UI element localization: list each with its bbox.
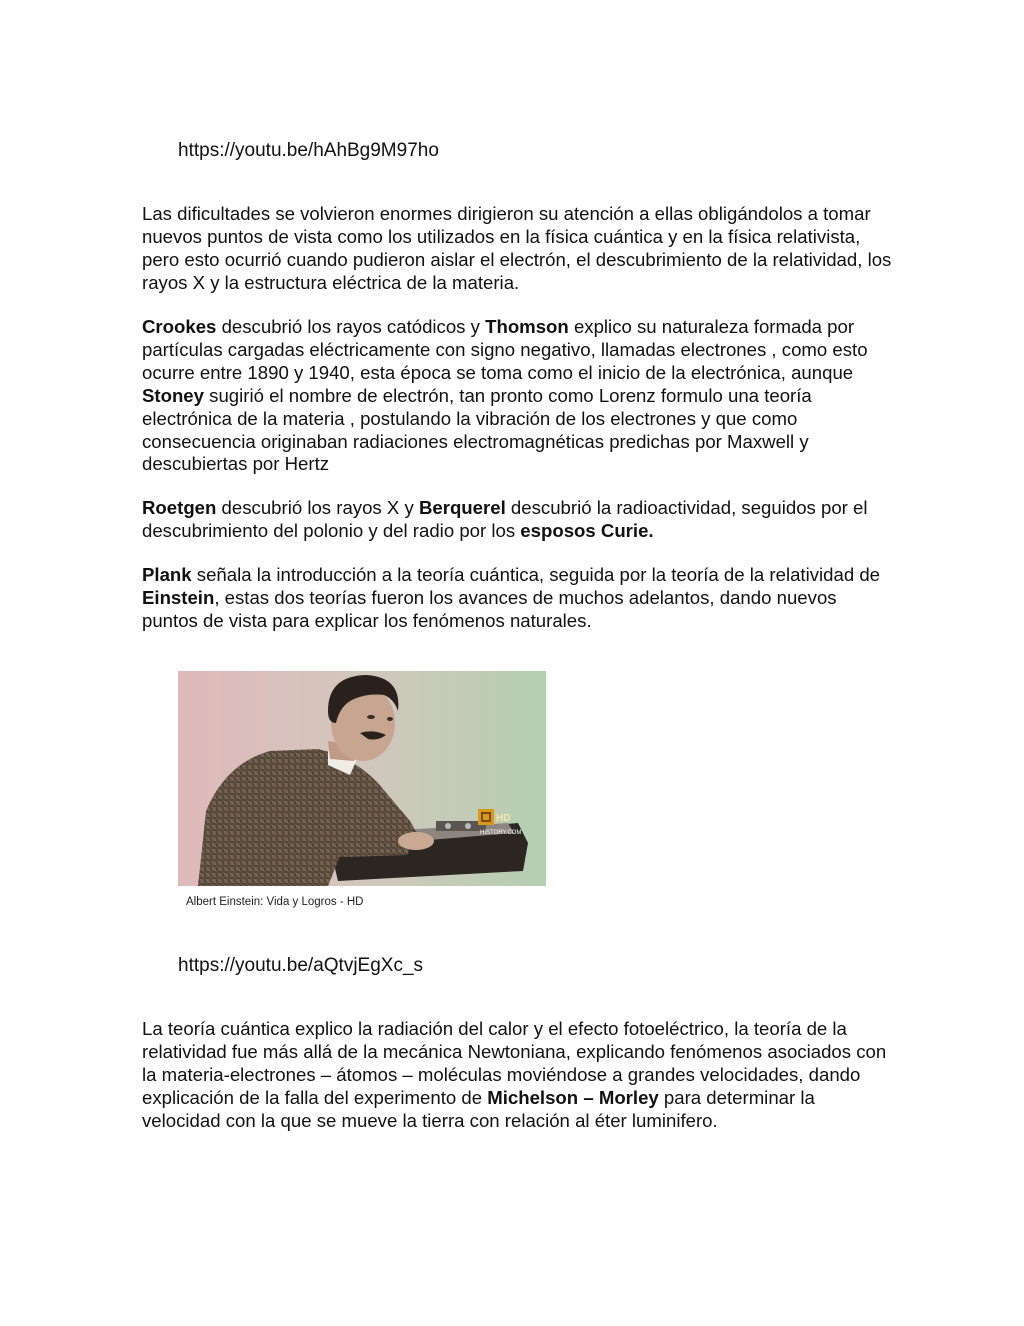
name-curie: esposos Curie. <box>520 519 654 541</box>
name-plank: Plank <box>142 564 192 585</box>
logo-text: HISTORY.COM <box>480 830 522 836</box>
einstein-photo <box>178 671 546 886</box>
video-thumbnail[interactable] <box>178 671 546 886</box>
text-segment: para determinar la velocidad con la que se mueve la tierra con relación al éter luminifero. <box>142 1086 815 1131</box>
text-segment: La teoría cuántica explico la radiación del calor y el efecto fotoeléctrico, la teoría de la relatividad fue más allá de la mecánica Newtoniana, explicando fenómenos asociados con la materia-electrones – átomos – moléculas moviéndose a grandes velocidades, dando explicación de la falla del experimento de <box>142 1018 887 1108</box>
name-einstein: Einstein <box>142 586 215 608</box>
logo-badge: HD <box>496 813 511 824</box>
video-caption: Albert Einstein: Vida y Logros - HD <box>186 896 364 908</box>
name-berquerel: Berquerel <box>418 497 506 518</box>
text-segment: , estas dos teorías fueron los avances de muchos adelantos, dando nuevos puntos de vista para explicar los fenómenos naturales. <box>142 586 837 631</box>
text-segment: descubrió los rayos X y <box>216 497 419 518</box>
name-michelson-morley: Michelson – Morley <box>487 1086 659 1108</box>
paragraph-crookes-thomson <box>142 316 892 476</box>
name-stoney: Stoney <box>142 384 204 406</box>
name-thomson: Thomson <box>485 316 569 337</box>
paragraph-roetgen-berquerel <box>142 497 892 543</box>
name-roetgen: Roetgen <box>142 497 217 518</box>
paragraph-intro: Las dificultades se volvieron enormes dirigieron su atención a ellas obligándolos a tomar nuevos puntos de vista como los utilizados en la física cuántica y en la física relativista, pero esto ocurrió cuando pudieron aislar el electrón, el descubrimiento de la relatividad, los rayos X y la estructura eléctrica de la materia. <box>142 203 892 293</box>
youtube-link-1[interactable]: https://youtu.be/hAhBg9M97ho <box>178 140 439 161</box>
text-segment: descubrió la radioactividad, seguidos por el descubrimiento del polonio y del radio por los <box>142 497 868 541</box>
paragraph-quantum-relativity <box>142 1018 892 1133</box>
text-segment: explico su naturaleza formada por partículas cargadas eléctricamente con signo negativo, llamadas electrones , como esto ocurre entre 1890 y 1940, esta época se toma como el inicio de la electrónica, aunque <box>142 316 868 383</box>
name-crookes: Crookes <box>142 316 217 337</box>
text-segment: señala la introducción a la teoría cuántica, seguida por la teoría de la relatividad de <box>191 564 881 585</box>
text-segment: sugirió el nombre de electrón, tan pronto como Lorenz formulo una teoría electrónica de la materia , postulando la vibración de los electrones y que como consecuencia originaban radiaciones electromagnéticas predichas por Maxwell y descubiertas por Hertz <box>142 384 812 475</box>
paragraph-plank-einstein <box>142 564 892 633</box>
history-logo-icon <box>478 809 494 825</box>
text-segment: descubrió los rayos catódicos y <box>216 316 486 337</box>
youtube-link-2[interactable]: https://youtu.be/aQtvjEgXc_s <box>178 955 424 976</box>
